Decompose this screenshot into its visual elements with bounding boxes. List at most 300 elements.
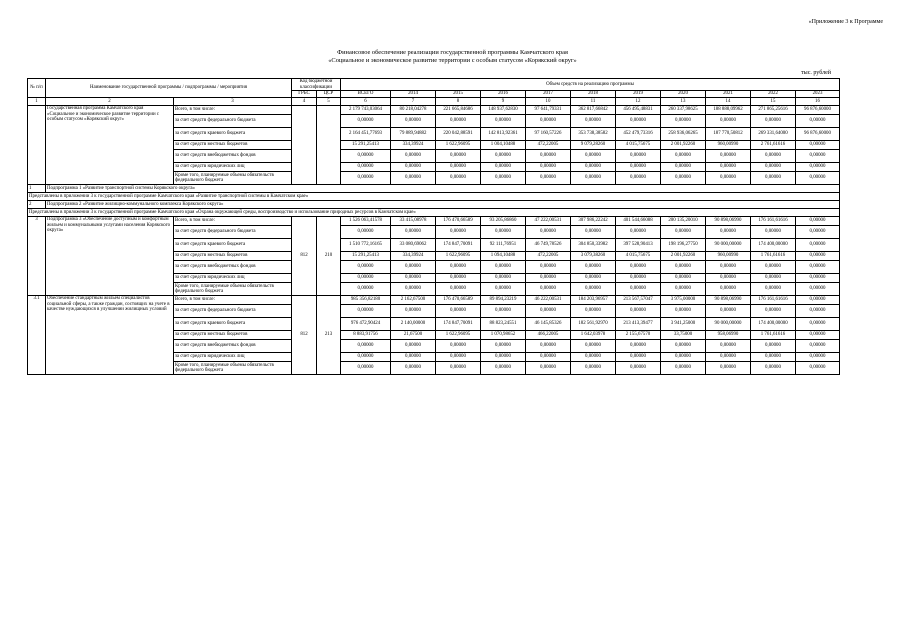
value-cell: 97 160,57226 xyxy=(526,128,571,141)
col-index-cell: 12 xyxy=(616,98,661,106)
row-label: за счет средств местных бюджетов xyxy=(174,331,292,340)
section-num: 2 xyxy=(28,201,46,209)
value-cell: 0,00000 xyxy=(796,172,840,185)
value-cell: 0,00000 xyxy=(571,150,616,163)
col-index-cell: 7 xyxy=(391,98,436,106)
financing-table xyxy=(27,78,840,375)
subprogram-3-cst: 210 xyxy=(317,217,341,296)
subprogram-3-num: 3 xyxy=(28,217,46,296)
col-cst-header: ЦСР xyxy=(317,91,341,98)
value-cell: 1 622,96095 xyxy=(436,331,481,340)
value-cell: 0,00000 xyxy=(706,115,751,128)
col-index-cell: 14 xyxy=(706,98,751,106)
value-cell: 0,00000 xyxy=(571,274,616,283)
value-cell: 0,00000 xyxy=(526,274,571,283)
value-cell: 184 203,96957 xyxy=(571,296,616,305)
value-cell: 182 561,92970 xyxy=(571,318,616,331)
col-index-cell: 13 xyxy=(661,98,706,106)
value-cell: 0,00000 xyxy=(391,150,436,163)
value-cell: 0,00000 xyxy=(341,305,391,318)
row-label: за счет средств краевого бюджета xyxy=(174,239,292,252)
value-cell: 0,00000 xyxy=(706,353,751,362)
value-cell: 93 205,86860 xyxy=(481,217,526,226)
value-cell: 0,00000 xyxy=(571,353,616,362)
measure-3-1-row xyxy=(28,296,840,305)
col-index-cell: 9 xyxy=(481,98,526,106)
col-index-cell: 10 xyxy=(526,98,571,106)
value-cell: 0,00000 xyxy=(661,274,706,283)
value-cell: 958,06990 xyxy=(706,331,751,340)
value-cell: 0,00000 xyxy=(526,283,571,296)
value-cell: 1 526 063,41578 xyxy=(341,217,391,226)
value-cell: 1 510 772,16165 xyxy=(341,239,391,252)
value-cell: 0,00000 xyxy=(796,318,840,331)
value-cell: 2 761,61616 xyxy=(751,141,796,150)
value-cell: 176 470,66589 xyxy=(436,296,481,305)
value-cell: 0,00000 xyxy=(481,172,526,185)
col-index-cell: 4 xyxy=(292,98,317,106)
subprogram-3-name: Подпрограмма 3 «Обеспечение доступным и комфортным жильем и коммунальными услугами населения Корякского округа» xyxy=(46,217,174,296)
value-cell: 90 898,06990 xyxy=(706,296,751,305)
value-cell: 33 415,08978 xyxy=(391,217,436,226)
value-cell: 220 042,88591 xyxy=(436,128,481,141)
value-cell: 174 400,00000 xyxy=(751,239,796,252)
subprogram-3-grbs: 812 xyxy=(292,217,317,296)
value-cell: 401 544,66088 xyxy=(616,217,661,226)
title-line-1: Финансовое обеспечение реализации государственной программы Камчатского края xyxy=(337,49,568,56)
value-cell: 0,00000 xyxy=(391,115,436,128)
value-cell: 88 823,24551 xyxy=(481,318,526,331)
value-cell: 0,00000 xyxy=(661,340,706,353)
value-cell: 174 400,00000 xyxy=(751,318,796,331)
value-cell: 2 001,92260 xyxy=(661,252,706,261)
value-cell: 213 567,57047 xyxy=(616,296,661,305)
value-cell: 1 622,96095 xyxy=(436,141,481,150)
value-cell: 174 847,70091 xyxy=(436,318,481,331)
value-cell: 0,00000 xyxy=(616,353,661,362)
title-line-2: «Социальное и экономическое развитие территории с особым статусом «Корякский округ» xyxy=(328,57,577,64)
value-cell: 2 162,67500 xyxy=(391,296,436,305)
value-cell: 3 079,38260 xyxy=(571,252,616,261)
col-index-cell: 16 xyxy=(796,98,840,106)
value-cell: 0,00000 xyxy=(796,362,840,375)
value-cell: 0,00000 xyxy=(796,150,840,163)
value-cell: 0,00000 xyxy=(481,163,526,172)
value-cell: 188 888,09962 xyxy=(706,106,751,115)
value-cell: 334,39924 xyxy=(391,252,436,261)
value-cell: 456 495,48831 xyxy=(616,106,661,115)
value-cell: 0,00000 xyxy=(616,362,661,375)
value-cell: 3 941,25000 xyxy=(661,318,706,331)
value-cell: 0,00000 xyxy=(796,283,840,296)
value-cell: 0,00000 xyxy=(526,305,571,318)
value-cell: 0,00000 xyxy=(796,296,840,305)
row-label: Всего, в том числе: xyxy=(174,296,292,305)
value-cell: 0,00000 xyxy=(796,252,840,261)
value-cell: 0,00000 xyxy=(526,261,571,274)
value-cell: 2 140,00000 xyxy=(391,318,436,331)
row-label: за счет средств внебюджетных фондов xyxy=(174,261,292,274)
value-cell: 0,00000 xyxy=(341,172,391,185)
value-cell: 0,00000 xyxy=(341,340,391,353)
col-year-header: 2015 xyxy=(436,91,481,98)
value-cell: 0,00000 xyxy=(751,362,796,375)
value-cell: 90 898,06990 xyxy=(706,217,751,226)
row-label: Всего, в том числе: xyxy=(174,106,292,115)
row-label: за счет средств краевого бюджета xyxy=(174,128,292,141)
value-cell: 0,00000 xyxy=(436,362,481,375)
row-label: за счет средств федерального бюджета xyxy=(174,115,292,128)
col-index-cell: 11 xyxy=(571,98,616,106)
value-cell: 260 337,98625 xyxy=(661,106,706,115)
value-cell: 960,00990 xyxy=(706,252,751,261)
value-cell: 0,00000 xyxy=(706,340,751,353)
col-grbs-header: ГРБС xyxy=(292,91,317,98)
value-cell: 0,00000 xyxy=(751,115,796,128)
value-cell: 0,00000 xyxy=(391,172,436,185)
value-cell: 452 479,73316 xyxy=(616,128,661,141)
value-cell: 96 876,60000 xyxy=(796,128,840,141)
value-cell: 0,00000 xyxy=(661,362,706,375)
row-label: Всего, в том числе: xyxy=(174,217,292,226)
value-cell: 0,00000 xyxy=(706,172,751,185)
value-cell: 0,00000 xyxy=(661,163,706,172)
col-year-header: 2022 xyxy=(751,91,796,98)
col-index-cell: 8 xyxy=(436,98,481,106)
value-cell: 0,00000 xyxy=(796,274,840,283)
value-cell: 9 079,28260 xyxy=(571,141,616,150)
value-cell: 0,00000 xyxy=(526,353,571,362)
value-cell: 0,00000 xyxy=(616,226,661,239)
value-cell: 0,00000 xyxy=(526,362,571,375)
value-cell: 90 000,00000 xyxy=(706,318,751,331)
value-cell: 2 164 451,77693 xyxy=(341,128,391,141)
value-cell: 142 813,92361 xyxy=(481,128,526,141)
value-cell: 0,00000 xyxy=(481,261,526,274)
value-cell: 0,00000 xyxy=(751,172,796,185)
value-cell: 0,00000 xyxy=(571,226,616,239)
value-cell: 0,00000 xyxy=(796,261,840,274)
value-cell: 0,00000 xyxy=(436,172,481,185)
appendix-note: «Приложение 3 к Программе xyxy=(808,19,883,25)
value-cell: 0,00000 xyxy=(751,261,796,274)
value-cell: 0,00000 xyxy=(481,283,526,296)
value-cell: 0,00000 xyxy=(341,261,391,274)
value-cell: 4 015,75675 xyxy=(616,252,661,261)
value-cell: 0,00000 xyxy=(571,283,616,296)
value-cell: 0,00000 xyxy=(751,305,796,318)
value-cell: 0,00000 xyxy=(341,115,391,128)
value-cell: 33,75000 xyxy=(661,331,706,340)
value-cell: 0,00000 xyxy=(481,115,526,128)
value-cell: 0,00000 xyxy=(481,362,526,375)
value-cell: 187 770,50812 xyxy=(706,128,751,141)
value-cell: 0,00000 xyxy=(796,163,840,172)
value-cell: 0,00000 xyxy=(341,163,391,172)
value-cell: 0,00000 xyxy=(481,226,526,239)
value-cell: 0,00000 xyxy=(571,163,616,172)
col-year-header: 2017 xyxy=(526,91,571,98)
row-label: за счет средств юридических лиц xyxy=(174,353,292,362)
value-cell: 79 889,94882 xyxy=(391,128,436,141)
value-cell: 362 817,66842 xyxy=(571,106,616,115)
col-index-cell: 5 xyxy=(317,98,341,106)
value-cell: 0,00000 xyxy=(616,340,661,353)
value-cell: 174 847,70091 xyxy=(436,239,481,252)
value-cell: 1 094,10488 xyxy=(481,252,526,261)
value-cell: 0,00000 xyxy=(616,163,661,172)
value-cell: 0,00000 xyxy=(391,163,436,172)
value-cell: 0,00000 xyxy=(661,115,706,128)
subprogram-3-row xyxy=(28,217,840,226)
value-cell: 80 218,04278 xyxy=(391,106,436,115)
value-cell: 0,00000 xyxy=(616,115,661,128)
value-cell: 0,00000 xyxy=(571,115,616,128)
section-row xyxy=(28,209,840,217)
section-row xyxy=(28,193,840,201)
value-cell: 0,00000 xyxy=(571,172,616,185)
value-cell: 269 331,64000 xyxy=(751,128,796,141)
value-cell: 97 641,79331 xyxy=(526,106,571,115)
col-year-header: 2023 xyxy=(796,91,840,98)
col-year-header: 2019 xyxy=(616,91,661,98)
units-note: тыс. рублей xyxy=(801,70,831,76)
value-cell: 0,00000 xyxy=(751,340,796,353)
value-cell: 0,00000 xyxy=(616,172,661,185)
value-cell: 0,00000 xyxy=(706,261,751,274)
value-cell: 0,00000 xyxy=(436,115,481,128)
value-cell: 0,00000 xyxy=(661,305,706,318)
value-cell: 0,00000 xyxy=(391,362,436,375)
value-cell: 0,00000 xyxy=(341,226,391,239)
col-name-header: Наименование государственной программы / подпрограммы / мероприятия xyxy=(46,79,292,98)
value-cell: 0,00000 xyxy=(391,353,436,362)
value-cell: 92 111,76951 xyxy=(481,239,526,252)
value-cell: 0,00000 xyxy=(526,226,571,239)
value-cell: 2 155,67570 xyxy=(616,331,661,340)
value-cell: 0,00000 xyxy=(341,274,391,283)
value-cell: 0,00000 xyxy=(661,353,706,362)
value-cell: 176 470,66589 xyxy=(436,217,481,226)
col-year-header: 2014 xyxy=(391,91,436,98)
value-cell: 0,00000 xyxy=(571,305,616,318)
value-cell: 0,00000 xyxy=(391,283,436,296)
value-cell: 466,22005 xyxy=(526,331,571,340)
row-label: Кроме того, планируемые объемы обязательств федерального бюджета xyxy=(174,362,292,375)
value-cell: 0,00000 xyxy=(751,163,796,172)
value-cell: 258 936,06265 xyxy=(661,128,706,141)
value-cell: 0,00000 xyxy=(571,340,616,353)
value-cell: 8 883,91756 xyxy=(341,331,391,340)
value-cell: 0,00000 xyxy=(661,283,706,296)
value-cell: 0,00000 xyxy=(661,226,706,239)
value-cell: 0,00000 xyxy=(751,353,796,362)
value-cell: 0,00000 xyxy=(571,362,616,375)
col-year-header: 2021 xyxy=(706,91,751,98)
value-cell: 148 937,62830 xyxy=(481,106,526,115)
value-cell: 0,00000 xyxy=(706,150,751,163)
value-cell: 0,00000 xyxy=(751,226,796,239)
value-cell: 0,00000 xyxy=(526,340,571,353)
value-cell: 0,00000 xyxy=(526,115,571,128)
value-cell: 0,00000 xyxy=(436,261,481,274)
program-name: Государственная программа Камчатского края «Социальное и экономическое развитие территории с особым статусом «Корякский округ» xyxy=(46,106,174,185)
value-cell: 2 001,92260 xyxy=(661,141,706,150)
col-amount-group-header: Объем средств на реализацию программы xyxy=(341,79,840,91)
program-cst xyxy=(317,106,341,185)
value-cell: 0,00000 xyxy=(481,150,526,163)
value-cell: 15 291,25413 xyxy=(341,252,391,261)
value-cell: 0,00000 xyxy=(616,150,661,163)
measure-3-1-num: 3.1 xyxy=(28,296,46,375)
value-cell: 1 761,61616 xyxy=(751,252,796,261)
value-cell: 0,00000 xyxy=(341,150,391,163)
col-year-header: 2018 xyxy=(571,91,616,98)
value-cell: 271 865,25616 xyxy=(751,106,796,115)
value-cell: 472,22005 xyxy=(526,141,571,150)
row-label: за счет средств юридических лиц xyxy=(174,274,292,283)
row-label: за счет средств местных бюджетов xyxy=(174,252,292,261)
value-cell: 0,00000 xyxy=(436,274,481,283)
value-cell: 0,00000 xyxy=(526,150,571,163)
value-cell: 0,00000 xyxy=(706,274,751,283)
section-text: Подпрограмма 1 «Развитие транспортной системы Корякского округа» xyxy=(46,185,840,193)
value-cell: 1 622,96095 xyxy=(436,252,481,261)
value-cell: 0,00000 xyxy=(436,226,481,239)
value-cell: 0,00000 xyxy=(661,261,706,274)
document-title xyxy=(0,49,905,65)
value-cell: 0,00000 xyxy=(526,172,571,185)
value-cell: 397 528,90413 xyxy=(616,239,661,252)
row-label: за счет средств внебюджетных фондов xyxy=(174,150,292,163)
value-cell: 0,00000 xyxy=(341,353,391,362)
value-cell: 976 472,90424 xyxy=(341,318,391,331)
value-cell: 353 738,38582 xyxy=(571,128,616,141)
value-cell: 0,00000 xyxy=(796,217,840,226)
value-cell: 176 161,61616 xyxy=(751,296,796,305)
col-code-group-header: Код бюджетной классификации xyxy=(292,79,341,91)
value-cell: 47 222,00531 xyxy=(526,217,571,226)
value-cell: 0,00000 xyxy=(706,163,751,172)
value-cell: 0,00000 xyxy=(616,305,661,318)
value-cell: 0,00000 xyxy=(796,141,840,150)
value-cell: 33 080,69062 xyxy=(391,239,436,252)
section-text: Представлены в приложении 3 к государственной программе Камчатского края «Развитие транспортной системы в Камчатском крае» xyxy=(28,193,840,201)
value-cell: 89 894,23219 xyxy=(481,296,526,305)
value-cell: 472,22005 xyxy=(526,252,571,261)
row-label: за счет средств местных бюджетов xyxy=(174,141,292,150)
value-cell: 0,00000 xyxy=(661,172,706,185)
value-cell: 1 004,10488 xyxy=(481,141,526,150)
value-cell: 0,00000 xyxy=(796,226,840,239)
value-cell: 0,00000 xyxy=(481,274,526,283)
value-cell: 46 222,00531 xyxy=(526,296,571,305)
value-cell: 0,00000 xyxy=(796,239,840,252)
value-cell: 0,00000 xyxy=(341,283,391,296)
value-cell: 96 876,60000 xyxy=(796,106,840,115)
value-cell: 90 000,00000 xyxy=(706,239,751,252)
value-cell: 200 135,20010 xyxy=(661,217,706,226)
value-cell: 0,00000 xyxy=(481,353,526,362)
value-cell: 46 749,78526 xyxy=(526,239,571,252)
program-num xyxy=(28,106,46,185)
row-label: за счет средств краевого бюджета xyxy=(174,318,292,331)
value-cell: 0,00000 xyxy=(436,150,481,163)
value-cell: 2 179 743,03064 xyxy=(341,106,391,115)
value-cell: 0,00000 xyxy=(526,163,571,172)
value-cell: 0,00000 xyxy=(796,353,840,362)
value-cell: 985 356,82180 xyxy=(341,296,391,305)
value-cell: 4 015,75675 xyxy=(616,141,661,150)
value-cell: 3 975,00000 xyxy=(661,296,706,305)
value-cell: 1 761,61616 xyxy=(751,331,796,340)
col-index-cell: 2 xyxy=(46,98,174,106)
section-text: Подпрограмма 2 «Развитие жилищно-коммунального комплекса Корякского округа» xyxy=(46,201,840,209)
value-cell: 0,00000 xyxy=(571,261,616,274)
value-cell: 334,39924 xyxy=(391,141,436,150)
value-cell: 221 665,84686 xyxy=(436,106,481,115)
section-row xyxy=(28,185,840,193)
col-index-cell: 1 xyxy=(28,98,46,106)
value-cell: 0,00000 xyxy=(436,283,481,296)
value-cell: 0,00000 xyxy=(391,274,436,283)
value-cell: 0,00000 xyxy=(616,274,661,283)
col-index-cell: 6 xyxy=(341,98,391,106)
col-num-header: № п/п xyxy=(28,79,46,98)
col-total-header: ВСЕГО xyxy=(341,91,391,98)
value-cell: 0,00000 xyxy=(706,362,751,375)
measure-3-1-cst: 213 xyxy=(317,296,341,375)
value-cell: 213 413,39477 xyxy=(616,318,661,331)
section-num: 1 xyxy=(28,185,46,193)
value-cell: 0,00000 xyxy=(796,305,840,318)
value-cell: 0,00000 xyxy=(796,115,840,128)
col-year-header: 2020 xyxy=(661,91,706,98)
program-row xyxy=(28,106,840,115)
value-cell: 0,00000 xyxy=(616,261,661,274)
value-cell: 0,00000 xyxy=(341,362,391,375)
value-cell: 0,00000 xyxy=(706,305,751,318)
row-label: Кроме того, планируемые объемы обязательств федерального бюджета xyxy=(174,283,292,296)
row-label: за счет средств федерального бюджета xyxy=(174,305,292,318)
value-cell: 0,00000 xyxy=(751,283,796,296)
value-cell: 307 986,22242 xyxy=(571,217,616,226)
value-cell: 176 161,61616 xyxy=(751,217,796,226)
row-label: Кроме того, планируемые объемы обязательств федерального бюджета xyxy=(174,172,292,185)
value-cell: 0,00000 xyxy=(436,163,481,172)
value-cell: 0,00000 xyxy=(796,340,840,353)
value-cell: 0,00000 xyxy=(616,283,661,296)
value-cell: 198 196,27750 xyxy=(661,239,706,252)
value-cell: 46 145,85326 xyxy=(526,318,571,331)
value-cell: 21,67500 xyxy=(391,331,436,340)
measure-3-1-grbs: 812 xyxy=(292,296,317,375)
section-text: Представлены в приложении 3 к государственной программе Камчатского края «Охрана окружающей среды, воспроизводство и использование природных ресурсов в Камчатском крае» xyxy=(28,209,840,217)
value-cell: 0,00000 xyxy=(661,150,706,163)
value-cell: 0,00000 xyxy=(391,261,436,274)
value-cell: 0,00000 xyxy=(751,150,796,163)
value-cell: 1 642,03978 xyxy=(571,331,616,340)
value-cell: 0,00000 xyxy=(391,340,436,353)
value-cell: 0,00000 xyxy=(751,274,796,283)
value-cell: 0,00000 xyxy=(436,353,481,362)
row-label: за счет средств федерального бюджета xyxy=(174,226,292,239)
value-cell: 15 291,25413 xyxy=(341,141,391,150)
row-label: за счет средств юридических лиц xyxy=(174,163,292,172)
row-label: за счет средств внебюджетных фондов xyxy=(174,340,292,353)
program-grbs xyxy=(292,106,317,185)
value-cell: 0,00000 xyxy=(796,331,840,340)
